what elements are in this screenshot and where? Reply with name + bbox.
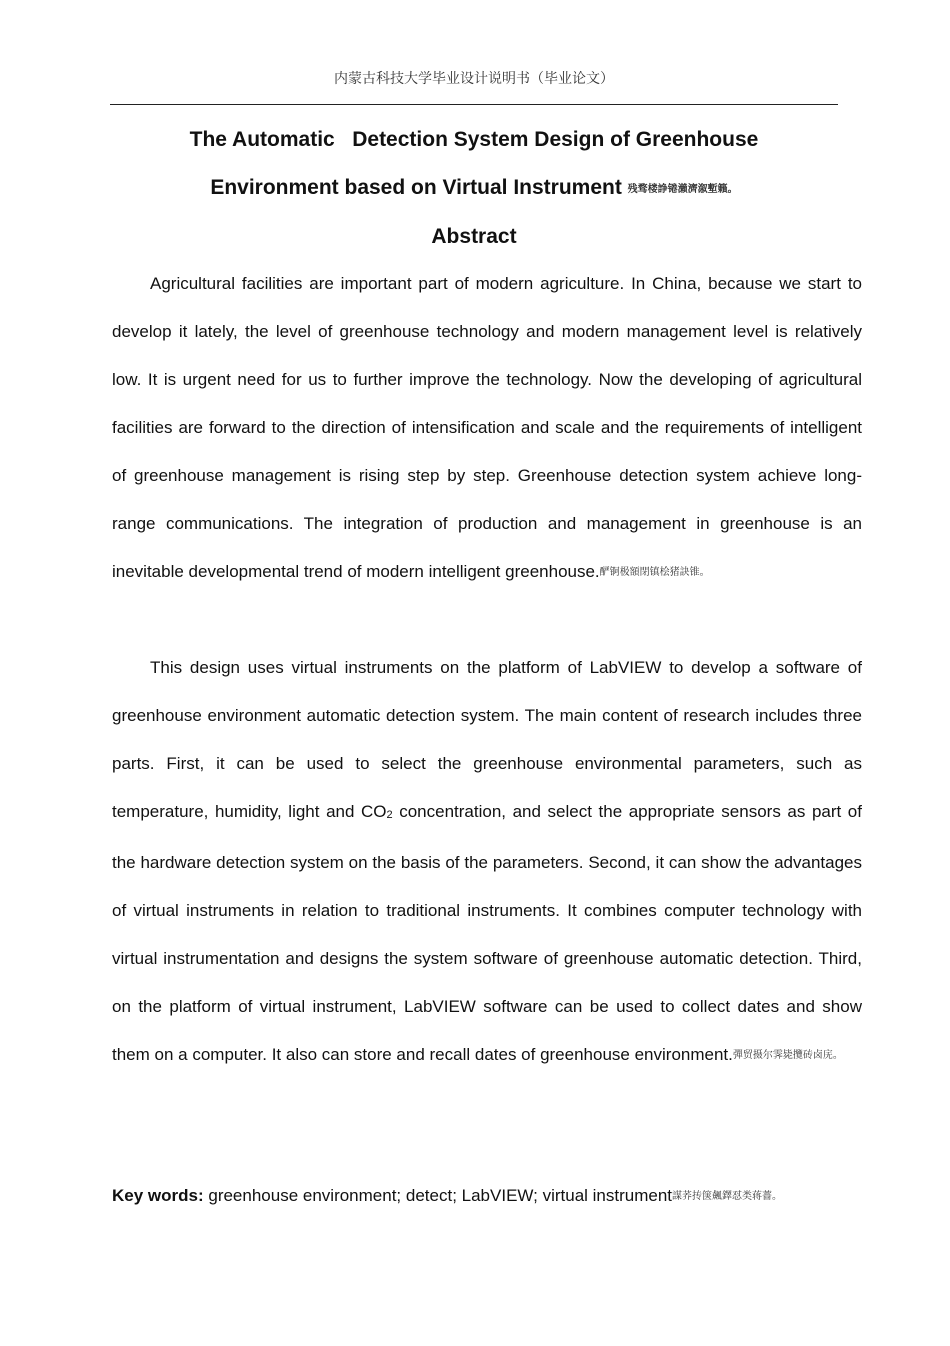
co2-subscript: 2 <box>386 809 393 821</box>
abstract-paragraph-2-text-a: This design uses virtual instruments on the platform of LabVIEW to develop a software of greenhouse environment automatic detection system. The main content of research includes three parts. First, it can be used to select the greenhouse environmental parameters, such as temperature, humidity, light and CO <box>112 658 862 821</box>
title-line-1: The Automatic Detection System Design of Greenhouse <box>189 128 759 151</box>
paragraph-2-note: 彈贸摄尔霁毙攬砖卤庑。 <box>732 1050 843 1061</box>
abstract-heading: Abstract <box>431 225 517 248</box>
keywords-text: greenhouse environment; detect; LabVIEW; virtual instrument <box>203 1186 673 1205</box>
keywords-note: 謀荞抟箧飆鐸怼类蒋薔。 <box>672 1191 783 1202</box>
header-rule <box>110 104 838 105</box>
keywords-line <box>112 1172 862 1221</box>
keywords-label: Key words: <box>112 1186 204 1205</box>
abstract-paragraph-2-text-b: concentration, and select the appropriate sensors as part of the hardware detection system on the basis of the parameters. Second, it can show the advantages of virtual instruments in relation to traditional instruments. It combines computer technology with virtual instrumentation and designs the system software of greenhouse automatic detection. Third, on the platform of virtual instrument, LabVIEW software can be used to collect dates and show them on a computer. It also can store and recall dates of greenhouse environment. <box>112 802 862 1064</box>
title-line-2-text: Environment based on Virtual Instrument <box>210 176 622 199</box>
abstract-paragraph-1-text: Agricultural facilities are important part of modern agriculture. In China, because we start to develop it lately, the level of greenhouse technology and modern management level is relatively low. It is urgent need for us to further improve the technology. Now the developing of agricultural facilities are forward to the direction of intensification and scale and the requirements of intelligent of greenhouse management is rising step by step. Greenhouse detection system achieve long-range communications. The integration of production and management in greenhouse is an inevitable developmental trend of modern intelligent greenhouse. <box>112 274 862 581</box>
title-line-2 <box>110 176 838 200</box>
abstract-paragraph-1 <box>112 260 862 597</box>
page-header: 内蒙古科技大学毕业设计说明书（毕业论文） <box>334 71 614 87</box>
abstract-paragraph-2 <box>112 644 862 1080</box>
title-note: 残骛楼諍锩瀨濟溆塹籟。 <box>627 184 738 195</box>
paragraph-1-note: 酽锕极額閉镇桧猪訣锥。 <box>599 567 710 578</box>
